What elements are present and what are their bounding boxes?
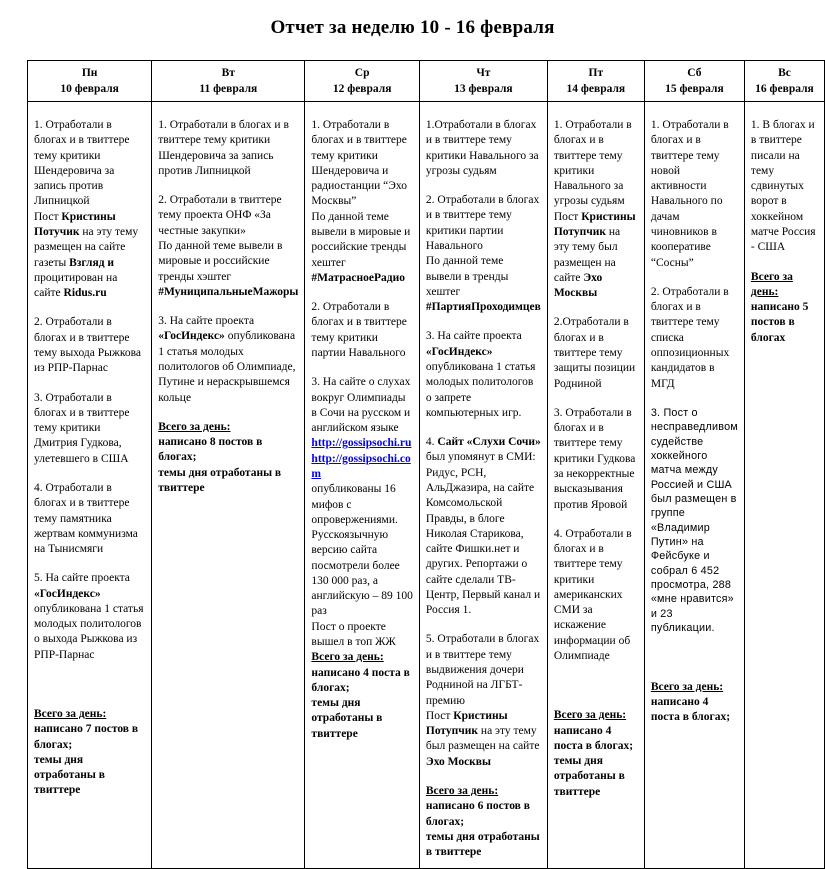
date-label: 10 февраля <box>60 82 119 95</box>
report-paragraph <box>651 285 738 392</box>
day-label: Чт <box>476 67 491 79</box>
report-paragraph <box>158 193 298 300</box>
text-run: Кристины Потупчик <box>553 210 636 238</box>
text-run: 1.Отработали в блогах и в твиттере тему критики Навального за угрозы судьям <box>425 119 539 177</box>
day-label: Пн <box>81 67 98 79</box>
date-label: 14 февраля <box>566 82 626 95</box>
report-paragraph <box>651 118 738 271</box>
report-paragraph <box>311 650 412 742</box>
report-paragraph <box>554 708 638 800</box>
text-run: 1. Отработали в блогах и в твиттере тему критики Шендеровича и радиостанции “Эхо Москвы” По данной теме вывели в мировые и российские тренды хештег <box>311 119 411 269</box>
text-run: 1. Отработали в блогах и в твиттере тему критики Шендеровича за запись против Липницкой <box>158 119 289 177</box>
text-run: опубликована 1 статья молодых политологов о запрете компьютерных игр. <box>425 360 536 419</box>
text-run: опубликованы 16 мифов с опровержениями. Русскоязычную версию сайта посмотрели более 130 000 раз, а английскую – 89 100 раз Пост о проекте вышел в топ ЖЖ <box>311 483 413 649</box>
text-run: написано 7 постов в блогах; темы дня отработаны в твиттере <box>34 723 139 797</box>
report-paragraph <box>34 481 145 557</box>
day-cell-2 <box>305 102 419 869</box>
day-cell-3 <box>419 102 547 869</box>
report-paragraph <box>426 329 541 421</box>
text-run: 3. Отработали в блогах и в твиттере тему критики Дмитрия Гудкова, улетевшего в США <box>34 391 130 465</box>
report-paragraph <box>34 118 145 301</box>
text-run: 2. Отработали в блогах и в твиттере тему выхода Рыжкова из РПР-Парнас <box>34 316 141 375</box>
text-run: Ridus.ru <box>63 287 107 300</box>
text-run: Всего за день: <box>311 651 384 664</box>
day-header-2 <box>305 61 419 102</box>
day-header-3 <box>419 61 547 102</box>
text-run: Эхо Москвы <box>425 755 491 768</box>
day-label: Сб <box>687 67 702 79</box>
report-paragraph <box>426 118 541 179</box>
text-run: «ГосИндекс» <box>425 345 493 358</box>
weekly-report-table <box>27 60 825 869</box>
report-paragraph <box>34 315 145 376</box>
report-paragraph <box>426 784 541 860</box>
report-paragraph <box>34 707 145 799</box>
report-paragraph <box>751 118 818 256</box>
report-paragraph <box>751 270 818 346</box>
day-cell-0 <box>28 102 152 869</box>
text-run: опубликована 1 статья молодых политологов о выхода Рыжкова из РПР-Парнас <box>34 602 144 661</box>
date-label: 15 февраля <box>665 82 724 95</box>
text-run: 2. Отработали в блогах и в твиттере тему критики партии Навального По данной теме вывели в тренды хештег <box>425 194 540 298</box>
text-run: 2. Отработали в блогах и в твиттере тему критики партии Навального <box>311 301 407 359</box>
day-label: Вс <box>778 67 791 79</box>
text-run: написано 4 поста в блогах; <box>650 695 731 724</box>
page-title: Отчет за неделю 10 - 16 февраля <box>270 17 555 38</box>
text-run: #ПартияПроходимцев <box>425 301 541 314</box>
day-cell-6 <box>744 102 824 869</box>
text-run: 1. Отработали в блогах и в твиттере тему критики Навального за угрозы судьям Пост <box>553 119 632 223</box>
report-paragraph <box>426 632 541 770</box>
text-run: Всего за день: <box>34 708 107 721</box>
hyperlink[interactable]: http://gossipsochi.ru <box>311 437 412 450</box>
text-run: Всего за день: <box>750 270 793 298</box>
day-header-5 <box>644 61 744 102</box>
text-run: Всего за день: <box>158 420 231 433</box>
text-run: 2. Отработали в твиттере тему проекта ОНФ «За честные закупки» По данной теме вывели в мировые и российские тренды хэштег <box>158 194 283 283</box>
text-run: 3. На сайте о слухах вокруг Олимпиады в Сочи на русском и английском языке <box>311 376 411 435</box>
report-paragraph <box>158 118 298 179</box>
date-label: 11 февраля <box>199 82 258 95</box>
text-run: Всего за день: <box>553 709 627 722</box>
day-label: Ср <box>354 67 370 79</box>
day-cell-5 <box>644 102 744 869</box>
text-run: опубликована 1 статья молодых политологов об Олимпиаде, Путине и нераскрывшемся кольце <box>158 330 296 404</box>
report-paragraph <box>554 406 638 513</box>
text-run: процитирован на сайте <box>34 271 118 300</box>
text-run: 4. <box>425 436 438 449</box>
text-run: написано 6 постов в блогах; темы дня отработаны в твиттере <box>425 800 540 859</box>
day-header-1 <box>152 61 305 102</box>
text-run: 1. Отработали в блогах и в твиттере тему новой активности Навального по дачам чиновников в кооперативе “Сосны” <box>650 119 729 269</box>
text-run: написано 8 постов в блогах; темы дня отработаны в твиттере <box>158 436 282 494</box>
text-run: написано 5 постов в блогах <box>750 301 809 344</box>
report-paragraph <box>34 571 145 663</box>
report-paragraph <box>426 193 541 315</box>
text-run: Кристины Потучик <box>34 210 116 238</box>
text-run: #МатрасноеРадио <box>311 271 405 284</box>
day-header-6 <box>744 61 824 102</box>
report-paragraph <box>311 300 412 361</box>
day-cell-4 <box>547 102 644 869</box>
text-run: 2.Отработали в блогах и в твиттере тему защиты позиции Родниной <box>553 316 636 390</box>
text-run: Взгляд и <box>69 256 115 269</box>
text-run: на эту тему был размещен на сайте <box>425 725 540 753</box>
text-run: 4. Отработали в блогах и в твиттере тему критики американских СМИ за искажение информации об Олимпиаде <box>553 527 632 663</box>
report-paragraph <box>554 527 638 665</box>
text-run: 4. Отработали в блогах и в твиттере тему памятника жертвам коммунизма на Тынисмяги <box>34 481 138 556</box>
report-paragraph <box>34 391 145 467</box>
text-run: 5. Отработали в блогах и в твиттере тему выдвижения дочери Родниной на ЛГБТ-премию Пост <box>425 633 540 722</box>
report-paragraph <box>158 314 298 406</box>
day-header-0 <box>28 61 152 102</box>
day-cell-1 <box>152 102 305 869</box>
text-run: 5. На сайте проекта <box>34 572 130 585</box>
report-paragraph <box>554 315 638 391</box>
text-run: был упомянут в СМИ: Ридус, РСН, АльДжазира, на сайте Комсомольской Правды, в блоге Николая Старикова, сайте Фишки.нет и других. Репортажи о сайте сделали ТВ-Центр, Первый канал и Россия 1. <box>425 451 541 617</box>
text-run: 2. Отработали в блогах и в твиттере тему списка оппозиционных кандидатов в МГД <box>650 285 730 390</box>
day-header-4 <box>547 61 644 102</box>
report-paragraph <box>554 118 638 301</box>
text-run: 1. Отработали в блогах и в твиттере тему критики Шендеровича за запись против Липницкой Пост <box>34 119 130 223</box>
text-run: #МуниципальныеМажоры <box>158 285 299 298</box>
text-run: Всего за день: <box>650 680 724 693</box>
report-paragraph <box>311 375 412 650</box>
text-run: 3. На сайте проекта <box>158 315 255 328</box>
text-run: написано 4 поста в блогах; темы дня отработаны в твиттере <box>311 666 410 740</box>
table-header <box>28 61 825 102</box>
date-label: 12 февраля <box>332 82 392 95</box>
text-run: 1. В блогах и в твиттере писали на тему сдвинутых ворот в хоккейном матче Россия - США <box>750 119 816 254</box>
report-paragraph <box>651 680 738 726</box>
date-label: 16 февраля <box>755 82 814 95</box>
body-row <box>28 102 825 869</box>
hyperlink[interactable]: http://gossipsochi.com <box>311 452 411 480</box>
report-paragraph <box>158 420 298 496</box>
text-run: Сайт «Слухи Сочи» <box>437 436 541 449</box>
header-row <box>28 61 825 102</box>
date-label: 13 февраля <box>454 82 513 95</box>
text-run: Всего за день: <box>425 785 499 797</box>
text-run: написано 4 поста в блогах; темы дня отработаны в твиттере <box>553 724 634 798</box>
text-run: 3. Отработали в блогах и в твиттере тему критики Гудкова за некорректные высказывания против Яровой <box>553 406 636 511</box>
text-run: 3. Пост о несправедливом судействе хоккейного матча между Россией и США был размещен в группе «Владимир Путин» на Фейсбуке и собрал 6 452 просмотра, 288 «мне нравится» и 23 публикации. <box>650 406 738 635</box>
report-paragraph <box>651 406 738 636</box>
text-run: на эту тему был размещен на сайте <box>553 226 621 284</box>
text-run: Кристины Потупчик <box>425 709 508 738</box>
text-run: 3. На сайте проекта <box>425 330 522 343</box>
text-run: «ГосИндекс» <box>34 587 101 600</box>
text-run: на эту тему размещен на сайте газеты <box>34 226 139 269</box>
text-run: «ГосИндекс» <box>158 330 225 343</box>
report-paragraph <box>426 435 541 618</box>
day-label: Вт <box>221 67 235 79</box>
table-body <box>28 102 825 869</box>
report-paragraph <box>311 118 412 286</box>
text-run: Эхо Москвы <box>553 271 603 300</box>
day-label: Пт <box>588 67 604 79</box>
